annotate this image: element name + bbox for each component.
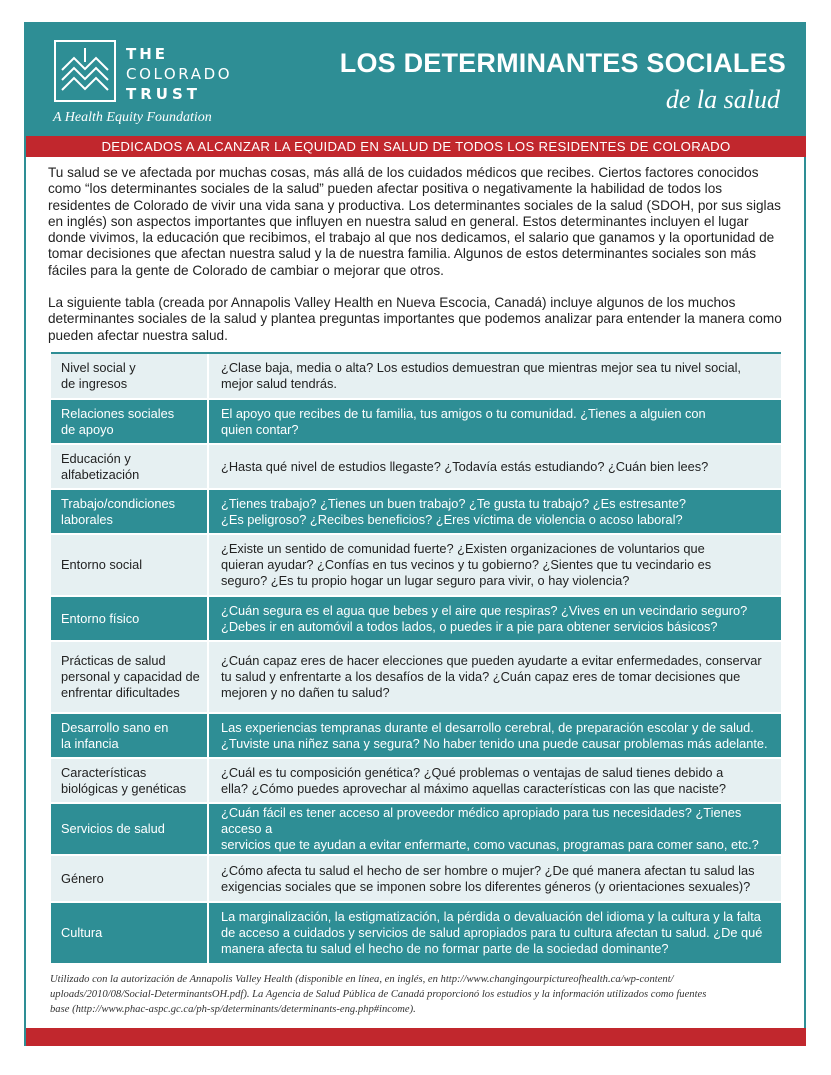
row-text: ¿Existe un sentido de comunidad fuerte? ¿Existen organizaciones de voluntarios que quieran ayudar? ¿Confías en tus vecinos y tu gobierno? ¿Sientes que tu vecindario es seguro? ¿Es tu propio hogar un lugar seguro para vivir, o hay violencia? — [207, 535, 781, 595]
org-name-line1: THE — [126, 45, 169, 63]
row-text: ¿Cómo afecta tu salud el hecho de ser hombre o mujer? ¿De qué manera afectan tu salud las exigencias sociales que se imponen sobre los diferentes géneros (y orientaciones sexuales)? — [207, 856, 781, 901]
row-label: Entorno físico — [61, 610, 140, 626]
row-text: ¿Cuán fácil es tener acceso al proveedor médico apropiado para tus necesidades? ¿Tienes acceso a servicios que te ayudan a evitar enfermarte, como vacunas, programas para comer sano, etc.? — [207, 804, 781, 854]
row-text: ¿Cuán segura es el agua que bebes y el aire que respiras? ¿Vives en un vecindario seguro? ¿Debes ir en automóvil a todos lados, o puedes ir a pie para obtener servicios básicos? — [207, 597, 781, 640]
page-title: LOS DETERMINANTES SOCIALES — [339, 48, 786, 78]
header — [26, 24, 806, 136]
row-label: Cultura — [61, 925, 103, 940]
table-row — [51, 597, 781, 642]
row-text: La marginalización, la estigmatización, la pérdida o devaluación del idioma y la cultura y la falta de acceso a cuidados y servicios de salud apropiados para tu cultura afectan tu salud. ¿De qué manera afecta tu salud el hecho de no formar parte de la sociedad dominante? — [207, 903, 781, 963]
table-row — [51, 856, 781, 903]
row-text: ¿Cuál es tu composición genética? ¿Qué problemas o ventajas de salud tienes debido a ella? ¿Cómo puedes aprovechar al máximo aquellas características con las que naciste? — [207, 759, 781, 802]
table-row — [51, 354, 781, 400]
row-label: Prácticas de salud personal y capacidad de enfrentar dificultades — [61, 653, 200, 700]
row-label: Características biológicas y genéticas — [61, 764, 187, 796]
mission-banner: DEDICADOS A ALCANZAR LA EQUIDAD EN SALUD DE TODOS LOS RESIDENTES DE COLORADO — [26, 136, 806, 157]
row-label: Relaciones sociales de apoyo — [61, 405, 175, 437]
row-label: Servicios de salud — [61, 821, 165, 836]
table-row — [51, 642, 781, 714]
intro-paragraph-1: Tu salud se ve afectada por muchas cosas, más allá de los cuidados médicos que recibes. Ciertos factores conocidos como “los determinantes sociales de la salud” pueden afectar positiva o negativamente la habilidad de todos los residentes de Colorado de vivir una vida sana y productiva. Los determinantes sociales de la salud (SDOH, por sus siglas en inglés) son aspectos importantes que influyen en nuestra salud en general. Estos determinantes incluyen el lugar donde vivimos, la educación que recibimos, el trabajo al que nos dedicamos, el salario que ganamos y la oportunidad de tomar decisiones que afectan nuestra salud y la de nuestra familia. Algunos de estos determinantes sociales son más fáciles para la gente de Colorado de cambiar o mejorar que otros. — [48, 165, 781, 278]
row-label: Trabajo/condiciones laborales — [61, 495, 176, 527]
row-label: Desarrollo sano en la infancia — [61, 719, 169, 751]
row-text: Las experiencias tempranas durante el desarrollo cerebral, de preparación escolar y de salud. ¿Tuviste una niñez sana y segura? No haber tenido una puede causar problemas más adelante. — [207, 714, 781, 757]
row-label: Género — [61, 870, 104, 886]
intro-paragraph-2: La siguiente tabla (creada por Annapolis Valley Health en Nueva Escocia, Canadá) incluye algunos de los muchos determinantes sociales de la salud y plantea preguntas importantes que podemos analizar para entender la manera como pueden afectar nuestra salud. — [48, 295, 782, 343]
row-text: ¿Clase baja, media o alta? Los estudios demuestran que mientras mejor sea tu nivel social, mejor salud tendrás. — [207, 354, 781, 398]
row-label: Nivel social y de ingresos — [61, 360, 136, 391]
table-row — [51, 903, 781, 965]
bottom-bar — [26, 1028, 806, 1046]
row-text: El apoyo que recibes de tu familia, tus amigos o tu comunidad. ¿Tienes a alguien con quien contar? — [207, 400, 781, 443]
source-footnote: Utilizado con la autorización de Annapolis Valley Health (disponible en línea, en inglés, en http://www.changingourpictureofhealth.ca/wp-content/ uploads/2010/08/Social-DeterminantsOH.pdf). La Agencia de Salud Pública de Canadá proporcionó los estudios y la información utilizados como fuentes base (http://www.phac-aspc.gc.ca/ph-sp/determinants/determinants-eng.php#income). — [50, 974, 707, 1015]
table-row — [51, 714, 781, 759]
table-row — [51, 535, 781, 597]
table-row — [51, 445, 781, 490]
org-name — [126, 44, 232, 104]
table-row — [51, 400, 781, 445]
org-name-line3: TRUST — [126, 85, 201, 103]
row-label: Educación y alfabetización — [61, 450, 140, 482]
colorado-trust-logo-icon — [54, 40, 116, 102]
table-row — [51, 759, 781, 804]
page-subtitle: de la salud — [665, 85, 780, 114]
intro-text — [48, 165, 786, 360]
row-text: ¿Hasta qué nivel de estudios llegaste? ¿Todavía estás estudiando? ¿Cuán bien lees? — [207, 445, 781, 488]
org-name-line2: COLORADO — [126, 65, 233, 83]
row-text: ¿Tienes trabajo? ¿Tienes un buen trabajo? ¿Te gusta tu trabajo? ¿Es estresante? ¿Es peligroso? ¿Recibes beneficios? ¿Eres víctima de violencia o acoso laboral? — [207, 490, 781, 533]
table-row — [51, 490, 781, 535]
row-text: ¿Cuán capaz eres de hacer elecciones que pueden ayudarte a evitar enfermedades, conservar tu salud y enfrentarte a los desafíos de la vida? ¿Cuán capaz eres de tomar decisiones que mejoren y no dañen tu salud? — [207, 642, 781, 712]
row-label: Entorno social — [61, 557, 143, 572]
org-tagline: A Health Equity Foundation — [53, 110, 212, 125]
determinants-table — [51, 352, 781, 965]
table-row — [51, 804, 781, 856]
